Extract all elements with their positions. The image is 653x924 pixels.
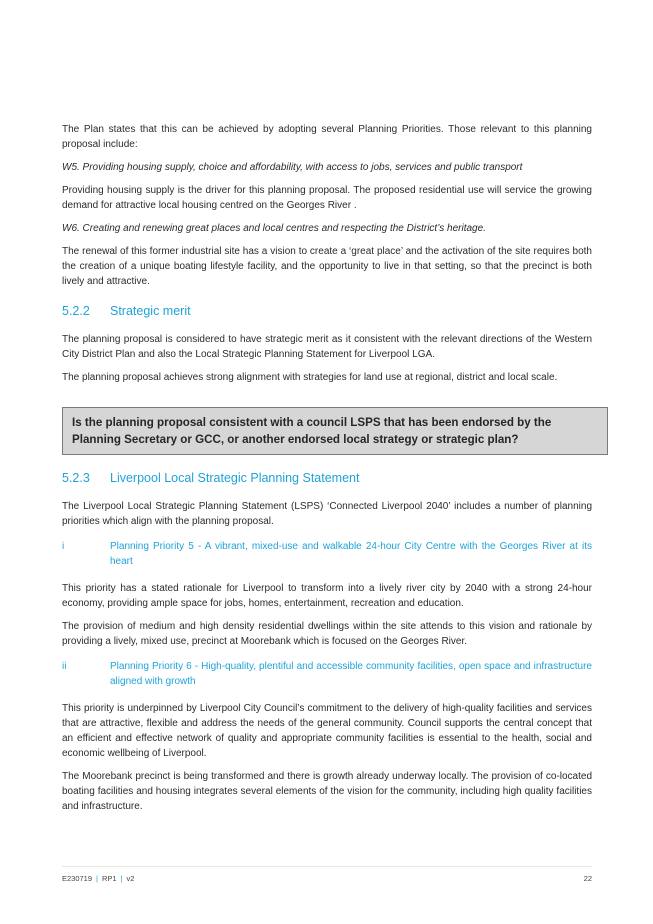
footer-doc-id: E230719	[62, 874, 93, 883]
intro-paragraph: The Plan states that this can be achieved by adopting several Planning Priorities. Those relevant to this planning proposal include:	[62, 124, 592, 150]
lsps-paragraph-2: This priority has a stated rationale for Liverpool to transform into a lively river city by 2040 with a strong 24-hour economy, providing ample space for jobs, homes, entertainment, recreation and education.	[62, 583, 592, 609]
footer-separator: |	[120, 874, 123, 883]
page-number: 22	[583, 874, 592, 883]
page-footer	[62, 866, 592, 883]
footer-version: v2	[126, 874, 135, 883]
callout-question-box: Is the planning proposal consistent with a council LSPS that has been endorsed by the Planning Secretary or GCC, or another endorsed local strategy or strategic plan?	[62, 407, 608, 455]
footer-separator: |	[96, 874, 98, 883]
planning-priority-6	[62, 659, 592, 689]
priority-w5: W5. Providing housing supply, choice and affordability, with access to jobs, services and public transport	[62, 162, 523, 173]
lsps-paragraph-1: The Liverpool Local Strategic Planning Statement (LSPS) ‘Connected Liverpool 2040’ includes a number of planning priorities which align with the planning proposal.	[62, 501, 592, 527]
heading-5-2-3	[62, 470, 592, 486]
heading-title: Strategic merit	[110, 304, 191, 318]
priority-number: ii	[62, 661, 67, 672]
lsps-paragraph-5: The Moorebank precinct is being transformed and there is growth already underway locally. The provision of co-located boating facilities and housing integrates several elements of the vision for the community, including high quality facilities and infrastructure.	[62, 771, 592, 812]
priority-number: i	[62, 541, 65, 552]
footer-document-reference	[62, 874, 134, 883]
housing-paragraph: Providing housing supply is the driver for this planning proposal. The proposed residential use will service the growing demand for attractive local housing centred on the Georges River .	[62, 185, 592, 211]
planning-priority-5	[62, 539, 592, 569]
renewal-paragraph: The renewal of this former industrial site has a vision to create a ‘great place’ and the activation of the site requires both the creation of a unique boating lifestyle facility, and the opportunity to live in that setting, so that the precinct is both lively and attractive.	[62, 246, 592, 287]
strategic-merit-paragraph-1: The planning proposal is considered to have strategic merit as it consistent with the relevant directions of the Western City District Plan and also the Local Strategic Planning Statement for Liverpool LGA.	[62, 334, 592, 360]
footer-report: RP1	[101, 874, 117, 883]
priority-w6: W6. Creating and renewing great places and local centres and respecting the District’s heritage.	[62, 223, 486, 234]
strategic-merit-paragraph-2: The planning proposal achieves strong alignment with strategies for land use at regional, district and local scale.	[62, 372, 558, 383]
heading-title: Liverpool Local Strategic Planning Statement	[110, 471, 360, 485]
page-content	[62, 122, 592, 822]
lsps-paragraph-4: This priority is underpinned by Liverpool City Council’s commitment to the delivery of high-quality facilities and services that are attractive, flexible and address the needs of the general community. Council supports the central concept that an efficient and effective network of quality and appropriate community facilities is essential to the health, social and economic wellbeing of Liverpool.	[62, 703, 592, 759]
priority-text: Planning Priority 6 - High-quality, plentiful and accessible community facilities, open space and infrastructure aligned with growth	[110, 661, 592, 687]
heading-number: 5.2.2	[62, 304, 90, 318]
priority-text: Planning Priority 5 - A vibrant, mixed-use and walkable 24-hour City Centre with the Georges River at its heart	[110, 541, 592, 567]
heading-number: 5.2.3	[62, 471, 90, 485]
heading-5-2-2	[62, 303, 592, 319]
lsps-paragraph-3: The provision of medium and high density residential dwellings within the site attends to this vision and rationale by providing a lively, mixed use, precinct at Moorebank which is focused on the Georges River.	[62, 621, 592, 647]
